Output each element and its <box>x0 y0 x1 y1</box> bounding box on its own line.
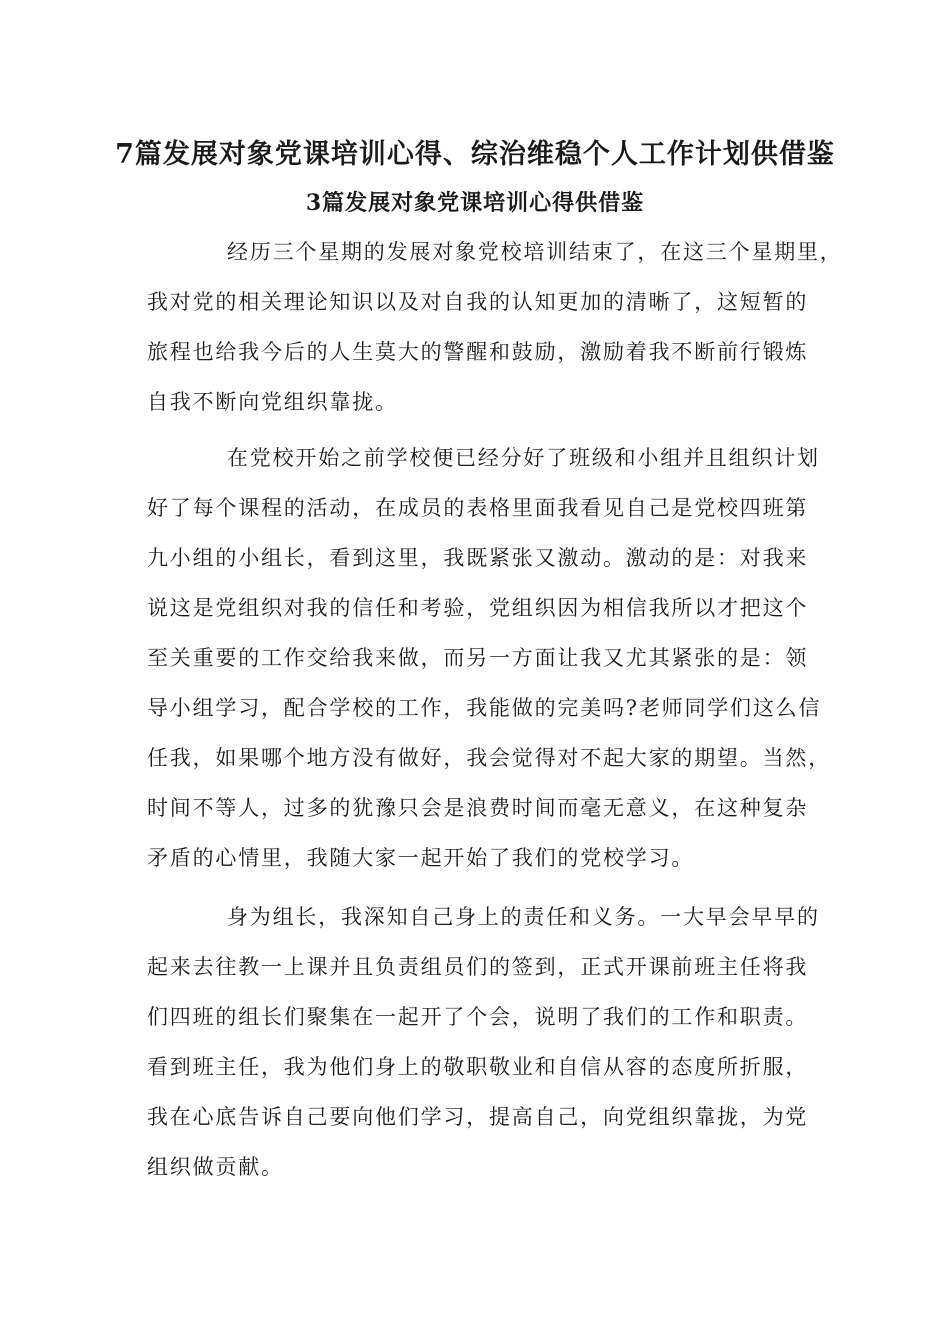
paragraph-line: 自我不断向党组织靠拢。 <box>147 390 398 414</box>
document-title: 7篇发展对象党课培训心得、综治维稳个人工作计划供借鉴 <box>115 139 835 170</box>
paragraph-line: 好了每个课程的活动，在成员的表格里面我看见自己是党校四班第 <box>147 496 809 520</box>
paragraph-line: 组织做贡献。 <box>147 1155 284 1179</box>
paragraph-line: 导小组学习，配合学校的工作，我能做的完美吗?老师同学们这么信 <box>147 696 822 720</box>
paragraph-line: 时间不等人，过多的犹豫只会是浪费时间而毫无意义，在这种复杂 <box>147 796 809 820</box>
paragraph-line: 经历三个星期的发展对象党校培训结束了，在这三个星期里， <box>227 240 843 264</box>
paragraph-line: 说这是党组织对我的信任和考验，党组织因为相信我所以才把这个 <box>147 596 809 620</box>
paragraph-2 <box>147 433 831 883</box>
paragraph-line: 起来去往教一上课并且负责组员们的签到，正式开课前班主任将我 <box>147 955 809 979</box>
document-subtitle: 3篇发展对象党课培训心得供借鉴 <box>305 190 645 216</box>
paragraph-3 <box>147 892 827 1192</box>
paragraph-line: 任我，如果哪个地方没有做好，我会觉得对不起大家的期望。当然， <box>147 746 831 770</box>
paragraph-line: 矛盾的心情里，我随大家一起开始了我们的党校学习。 <box>147 846 695 870</box>
paragraph-line: 至关重要的工作交给我来做，而另一方面让我又尤其紧张的是：领 <box>147 646 809 670</box>
paragraph-line: 九小组的小组长，看到这里，我既紧张又激动。激动的是：对我来 <box>147 546 809 570</box>
paragraph-line: 看到班主任，我为他们身上的敬职敬业和自信从容的态度所折服， <box>147 1055 809 1079</box>
paragraph-line: 们四班的组长们聚集在一起开了个会，说明了我们的工作和职责。 <box>147 1005 809 1029</box>
paragraph-1 <box>147 227 843 427</box>
paragraph-line: 身为组长，我深知自己身上的责任和义务。一大早会早早的 <box>227 905 820 929</box>
paragraph-line: 我在心底告诉自己要向他们学习，提高自己，向党组织靠拢，为党 <box>147 1105 809 1129</box>
paragraph-line: 旅程也给我今后的人生莫大的警醒和鼓励，激励着我不断前行锻炼 <box>147 340 809 364</box>
paragraph-line: 我对党的相关理论知识以及对自我的认知更加的清晰了，这短暂的 <box>147 290 809 314</box>
paragraph-line: 在党校开始之前学校便已经分好了班级和小组并且组织计划 <box>227 446 820 470</box>
